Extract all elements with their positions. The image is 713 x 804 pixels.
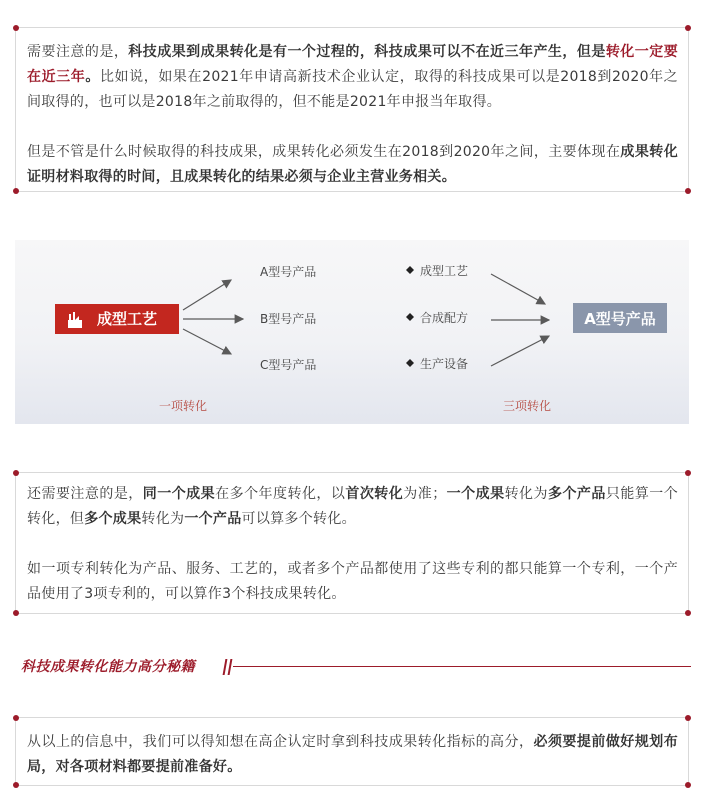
section-heading bbox=[21, 656, 691, 678]
notice-box-3 bbox=[15, 717, 689, 786]
background-glow bbox=[25, 330, 665, 424]
arrow bbox=[491, 274, 545, 304]
paragraph bbox=[27, 557, 678, 607]
emphasis-text: 。 bbox=[85, 69, 100, 85]
diamond-bullet-icon bbox=[406, 313, 414, 321]
corner-dot bbox=[13, 188, 19, 194]
caption-three-conversions: 三项转化 bbox=[502, 399, 552, 413]
section-title: 科技成果转化能力高分秘籍 bbox=[21, 659, 195, 675]
corner-dot bbox=[685, 715, 691, 721]
emphasis-text: 首次转化 bbox=[345, 486, 404, 502]
corner-dot bbox=[13, 782, 19, 788]
text-run: 在多个年度转化，以 bbox=[215, 486, 346, 502]
diagram-canvas bbox=[15, 240, 689, 424]
text-run: 需要注意的是， bbox=[27, 44, 129, 60]
emphasis-text: 同一个成果 bbox=[142, 486, 216, 502]
product-label: B型号产品 bbox=[260, 312, 317, 326]
text-run: 如一项专利转化为产品、服务、工艺的，或者多个产品都使用了这些专利的都只能算一个专利，一个产品使用了3项专利的，可以算作3个科技成果转化。 bbox=[27, 561, 678, 602]
notice-box-2 bbox=[15, 472, 689, 614]
diamond-bullet-icon bbox=[406, 266, 414, 274]
result-product-label: A型号产品 bbox=[584, 310, 656, 328]
emphasis-text: 必须要提前做好规划布局，对各项材料都要提前准备好。 bbox=[27, 734, 679, 775]
emphasis-text: 转化一定要在近三年 bbox=[27, 44, 678, 85]
emphasis-text: 科技成果到成果转化是有一个过程的，科技成果可以不在近三年产生，但是 bbox=[128, 44, 606, 60]
paragraph bbox=[27, 482, 678, 532]
heading-accent-bar bbox=[228, 659, 233, 675]
heading-accent-bar bbox=[223, 659, 228, 675]
emphasis-text: 一个产品 bbox=[184, 511, 242, 527]
text-run: 可以算多个转化。 bbox=[241, 511, 356, 527]
input-label: 成型工艺 bbox=[420, 264, 469, 278]
heading-rule bbox=[233, 666, 691, 667]
text-run: 转化为 bbox=[504, 486, 548, 502]
corner-dot bbox=[685, 610, 691, 616]
input-label: 生产设备 bbox=[420, 357, 469, 371]
corner-dot bbox=[13, 610, 19, 616]
corner-dot bbox=[13, 715, 19, 721]
arrow bbox=[183, 280, 231, 310]
paragraph bbox=[27, 730, 678, 780]
emphasis-text: 成果转化证明材料取得的时间，且成果转化的结果必须与企业主营业务相关。 bbox=[27, 144, 678, 185]
corner-dot bbox=[685, 25, 691, 31]
input-item bbox=[406, 263, 468, 278]
corner-dot bbox=[685, 782, 691, 788]
text-run: 从以上的信息中，我们可以得知想在高企认定时拿到科技成果转化指标的高分， bbox=[27, 734, 534, 750]
paragraph bbox=[27, 40, 678, 115]
corner-dot bbox=[685, 188, 691, 194]
corner-dot bbox=[13, 470, 19, 476]
emphasis-text: 多个成果 bbox=[84, 511, 142, 527]
text-run: 还需要注意的是， bbox=[27, 486, 143, 502]
text-run: 比如说，如果在2021年申请高新技术企业认定，取得的科技成果可以是2018到2020年之间取得的，也可以是2018年之前取得的，但不能是2021年申报当年取得。 bbox=[27, 69, 678, 110]
emphasis-text: 多个产品 bbox=[547, 486, 606, 502]
text-run: 但是不管是什么时候取得的科技成果，成果转化必须发生在2018到2020年之间，主要体现在 bbox=[27, 144, 621, 160]
emphasis-text: 一个成果 bbox=[446, 486, 505, 502]
corner-dot bbox=[13, 25, 19, 31]
process-box bbox=[55, 304, 179, 334]
product-label: A型号产品 bbox=[260, 265, 317, 279]
input-label: 合成配方 bbox=[420, 311, 469, 325]
caption-one-conversion: 一项转化 bbox=[158, 399, 208, 413]
input-item bbox=[406, 310, 468, 325]
product-label: C型号产品 bbox=[260, 358, 317, 372]
result-product-box bbox=[573, 303, 667, 333]
process-box-label: 成型工艺 bbox=[96, 310, 158, 328]
corner-dot bbox=[685, 470, 691, 476]
text-run: 只能算一个转化，但 bbox=[27, 486, 679, 527]
conversion-diagram bbox=[15, 240, 689, 424]
text-run: 转化为 bbox=[141, 511, 185, 527]
paragraph bbox=[27, 140, 678, 190]
notice-box-1 bbox=[15, 27, 689, 192]
text-run: 为准； bbox=[403, 486, 447, 502]
